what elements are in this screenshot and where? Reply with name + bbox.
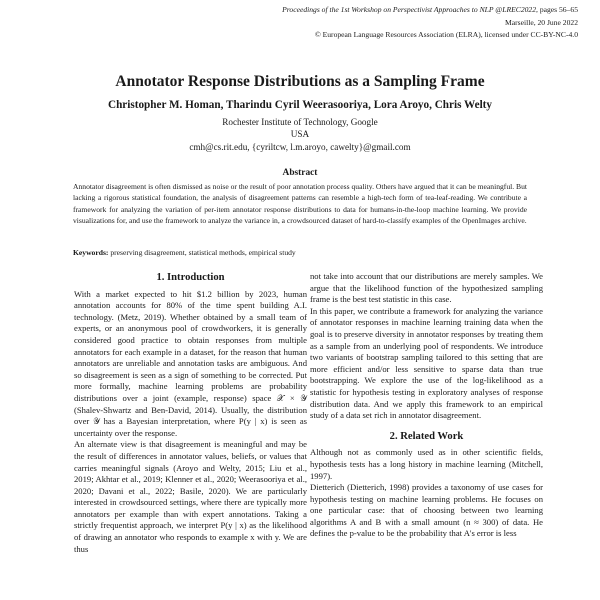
affiliation: Rochester Institute of Technology, Google <box>222 117 378 127</box>
right-paragraph-2: In this paper, we contribute a framework for analyzing the variance of annotator responses in machine learning training data when the goal is to preserve diversity in annotator responses by treating them as a sample from an underlying pool of respondents. We introduce two variants of bootstrap sampling tailored to this setting that are more efficient and/or less sensitive to sparse data than true bootstrapping. We explore the use of the log-likelihood as a statistic for hypothesis testing in exploratory analyses of response distribution data. And we apply this framework to an empirical study of a data set rich in annotator disagreement. <box>310 305 543 421</box>
affiliation-block <box>0 116 600 153</box>
license-line: © European Language Resources Association (ELRA), licensed under CC-BY-NC-4.0 <box>314 30 578 39</box>
keywords-label: Keywords: <box>73 248 109 257</box>
location-date: Marseille, 20 June 2022 <box>505 17 578 27</box>
venue-name: Proceedings of the 1st Workshop on Perspectivist Approaches to NLP @LREC2022 <box>282 5 537 14</box>
country: USA <box>290 129 310 140</box>
abstract-text: Annotator disagreement is often dismissed as noise or the result of poor annotation process quality. Others have argued that it can be meaningful. But lacking a rigorous statistical foundation, the analysis of disagreement patterns can resemble a high-tech form of tea-leaf-reading. We contribute a framework for analyzing the variation of per-item annotator response distributions to data for humans-in-the-loop machine learning. We provide visualizations for, and use the framework to analyze the variance in, a crowdsourced dataset of hard-to-classify examples of the OpenImages archive. <box>73 182 527 225</box>
author-list: Christopher M. Homan, Tharindu Cyril Weerasooriya, Lora Aroyo, Chris Welty <box>107 99 492 111</box>
proceedings-header <box>158 4 578 42</box>
related-paragraph-2: Dietterich (Dietterich, 1998) provides a taxonomy of use cases for hypothesis testing on machine learning problems. He focuses on one particular case: that of choosing between two learning algorithms A and B with a small amount (n ≈ 300) of data. He defines the p-value to be the probability that A's error is less <box>310 482 543 539</box>
section-heading-related-work: 2. Related Work <box>389 430 464 442</box>
intro-paragraph-2: An alternate view is that disagreement is meaningful and may be the result of differences in annotator values, beliefs, or values that carries meaningful signals (Aroyo and Welty, 2015; Liu et al., 2019; Akhtar et al., 2019; Klenner et al., 2020; Weerasooriya et al., 2020; Davani et al., 2022; Basile, 2020). We are particularly interested in crowdsourced settings, where there are typically more annotators per example than with expert annotations. Taking a strictly frequentist approach, we interpret P(y | x) as the likelihood of drawing an annotator who responds to example x with y. We are thus <box>74 439 307 554</box>
page-range: , pages 56–65 <box>536 5 578 14</box>
left-column <box>74 272 307 555</box>
section-heading-introduction: 1. Introduction <box>156 272 225 283</box>
intro-paragraph-1: With a market expected to hit $1.2 billion by 2023, human annotation accounts for 80% of the time spent building A.I. technology. (Metz, 2019). Whether obtained by a small team of experts, or an anonymous pool of crowdworkers, it is generally considered good practice to obtain responses from multiple annotators for each example in a dataset, for the reason that human annotators are unreliable and annotation tasks are ambiguous. And so disagreement is seen as a sign of something to be corrected. Put more formally, machine learning problems are probability distributions over a joint (example, response) space 𝒳 × 𝒴 (Shalev-Shwartz and Ben-David, 2014). Usually, the distribution over 𝒴 has a Bayesian interpretation, where P(y | x) is seen as uncertainty over the response. <box>74 288 307 438</box>
keywords-line <box>73 247 527 258</box>
keywords-list: preserving disagreement, statistical methods, empirical study <box>110 248 296 257</box>
emails: cmh@cs.rit.edu, {cyriltcw, l.m.aroyo, cawelty}@gmail.com <box>189 141 411 152</box>
paper-title: Annotator Response Distributions as a Sampling Frame <box>115 73 485 90</box>
related-paragraph-1: Although not as commonly used as in other scientific fields, hypothesis tests has a long history in machine learning (Mitchell, 1997). <box>310 447 543 481</box>
right-paragraph-1: not take into account that our distributions are merely samples. We argue that the likelihood function of the hypothesized sampling frame is the best test statistic in this case. <box>310 271 543 305</box>
abstract-heading: Abstract <box>282 168 318 178</box>
right-column <box>310 271 543 540</box>
venue-line <box>158 4 578 17</box>
